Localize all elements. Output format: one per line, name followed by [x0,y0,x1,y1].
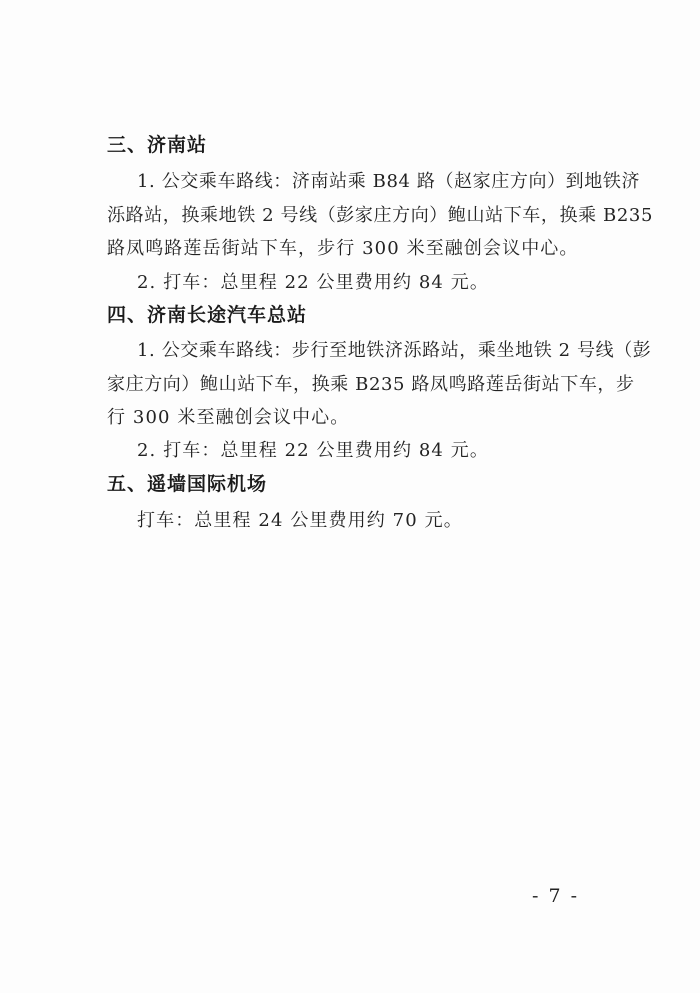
long-distance-bus-route-line-2: 家庄方向）鲍山站下车，换乘 B235 路凤鸣路莲岳街站下车，步 [107,374,635,395]
section-heading-jinan-station: 三、济南站 [107,134,208,156]
airport-taxi-info: 打车：总里程 24 公里费用约 70 元。 [137,510,463,531]
jinan-station-bus-route-line-2: 泺路站，换乘地铁 2 号线（彭家庄方向）鲍山站下车，换乘 B235 [107,205,653,226]
long-distance-bus-route-line-3: 行 300 米至融创会议中心。 [107,407,350,428]
jinan-station-bus-route-line-3: 路凤鸣路莲岳街站下车，步行 300 米至融创会议中心。 [107,238,579,259]
long-distance-taxi-info: 2. 打车：总里程 22 公里费用约 84 元。 [137,440,489,461]
section-heading-yaoqiang-airport: 五、遥墙国际机场 [107,473,268,495]
long-distance-bus-route-line-1: 1. 公交乘车路线：步行至地铁济泺路站，乘坐地铁 2 号线（彭 [137,340,652,361]
jinan-station-taxi-info: 2. 打车：总里程 22 公里费用约 84 元。 [137,272,489,293]
section-heading-long-distance-station: 四、济南长途汽车总站 [107,304,308,326]
page-number: - 7 - [532,885,580,907]
jinan-station-bus-route-line-1: 1. 公交乘车路线：济南站乘 B84 路（赵家庄方向）到地铁济 [137,171,641,192]
